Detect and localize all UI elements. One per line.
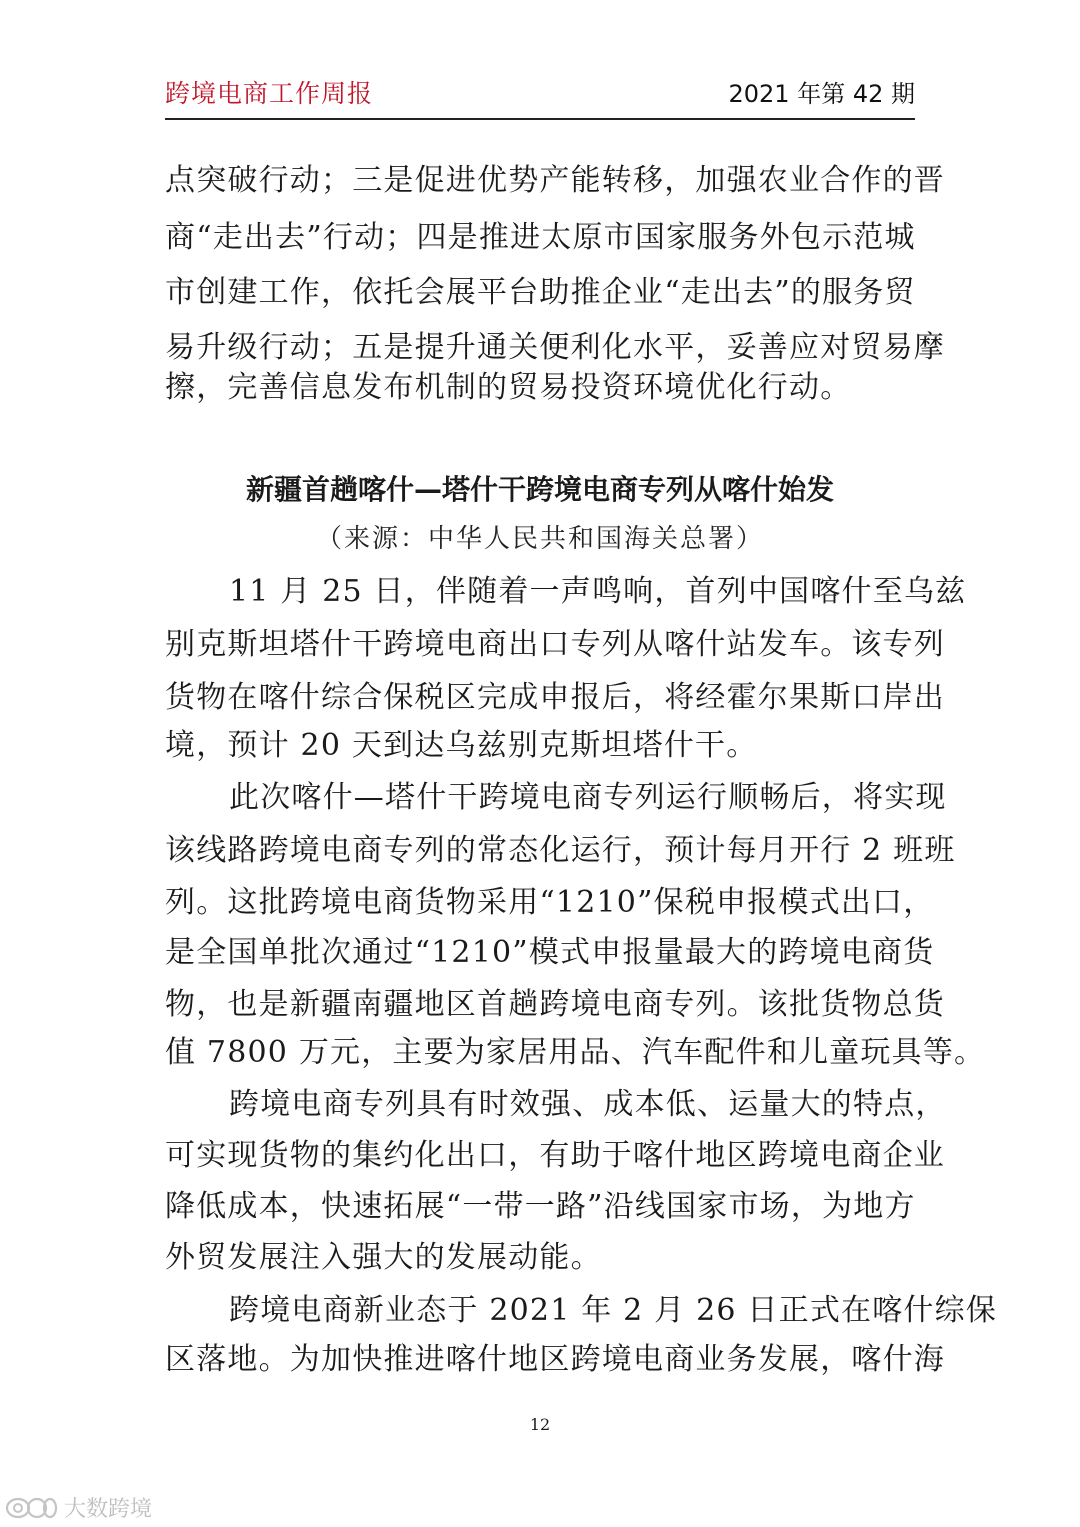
body-line: 11 月 25 日，伴随着一声鸣响，首列中国喀什至乌兹 <box>229 574 967 609</box>
body-line: 可实现货物的集约化出口，有助于喀什地区跨境电商企业 <box>165 1138 945 1173</box>
page-number: 12 <box>529 1415 551 1434</box>
body-line: 值 7800 万元，主要为家居用品、汽车配件和儿童玩具等。 <box>165 1035 986 1070</box>
body-line: 市创建工作，依托会展平台助推企业“走出去”的服务贸 <box>165 275 916 310</box>
body-line: 外贸发展注入强大的发展动能。 <box>165 1240 602 1275</box>
body-line: 点突破行动；三是促进优势产能转移，加强农业合作的晋 <box>165 163 945 198</box>
body-line: 擦，完善信息发布机制的贸易投资环境优化行动。 <box>165 370 852 405</box>
body-line: 易升级行动；五是提升通关便利化水平，妥善应对贸易摩 <box>165 330 945 365</box>
watermark-text: 大数跨境 <box>64 1496 153 1522</box>
body-line: 降低成本，快速拓展“一带一路”沿线国家市场，为地方 <box>165 1189 916 1224</box>
article-title: 新疆首趟喀什—塔什干跨境电商专列从喀什始发 <box>245 473 834 506</box>
issue-number: 2021 年第 42 期 <box>728 80 915 108</box>
article-source: （来源：中华人民共和国海关总署） <box>315 524 764 554</box>
publication-title: 跨境电商工作周报 <box>165 79 374 108</box>
body-line: 列。这批跨境电商货物采用“1210”保税申报模式出口， <box>165 885 935 920</box>
body-line: 跨境电商新业态于 2021 年 2 月 26 日正式在喀什综保 <box>229 1293 998 1328</box>
watermark <box>4 1490 152 1524</box>
weibo-logo-icon <box>4 1493 58 1521</box>
body-line: 该线路跨境电商专列的常态化运行，预计每月开行 2 班班 <box>165 833 956 868</box>
body-line: 境，预计 20 天到达乌兹别克斯坦塔什干。 <box>165 728 758 763</box>
body-line: 是全国单批次通过“1210”模式申报量最大的跨境电商货 <box>165 935 935 970</box>
page-header <box>165 74 915 114</box>
body-line: 物，也是新疆南疆地区首趟跨境电商专列。该批货物总货 <box>165 987 945 1022</box>
body-line: 别克斯坦塔什干跨境电商出口专列从喀什站发车。该专列 <box>165 627 945 662</box>
header-divider <box>165 118 915 120</box>
body-line: 商“走出去”行动；四是推进太原市国家服务外包示范城 <box>165 220 916 255</box>
body-line: 跨境电商专列具有时效强、成本低、运量大的特点， <box>229 1087 947 1122</box>
body-line: 货物在喀什综合保税区完成申报后，将经霍尔果斯口岸出 <box>165 680 945 715</box>
body-line: 此次喀什—塔什干跨境电商专列运行顺畅后，将实现 <box>229 780 947 815</box>
body-line: 区落地。为加快推进喀什地区跨境电商业务发展，喀什海 <box>165 1342 945 1377</box>
